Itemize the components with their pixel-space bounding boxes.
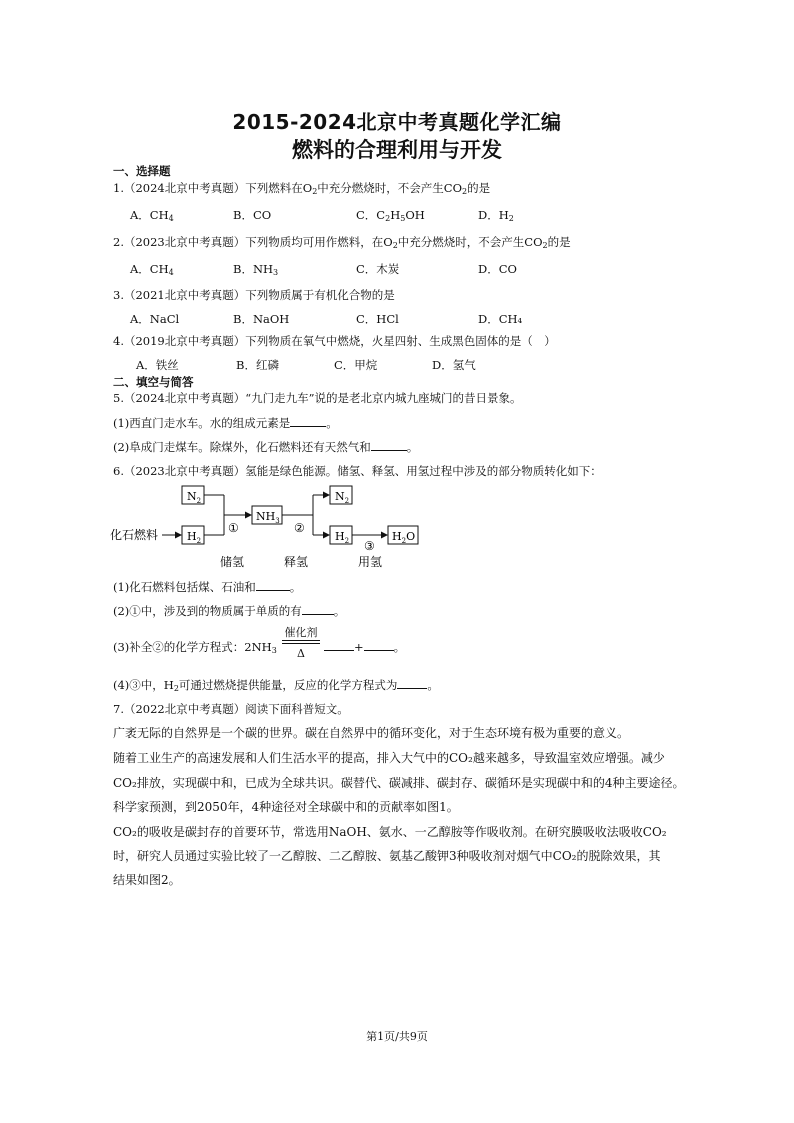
article-paragraph-3-line-3: 结果如图2。 xyxy=(113,873,181,887)
section-heading-choice: 一、选择题 xyxy=(113,164,171,178)
answer-blank[interactable] xyxy=(256,580,290,591)
question-2-option-b: B．$NH_3$ xyxy=(233,262,279,277)
question-6-part-4: (4)③中，$H_2$可通过燃烧提供能量，反应的化学方程式为 。 xyxy=(113,678,439,693)
catalyst-label: 催化剂 xyxy=(284,626,318,639)
document-subtitle: 燃料的合理利用与开发 xyxy=(292,138,502,162)
stage-label-use: 用氢 xyxy=(358,555,383,569)
page-number-footer: 第1页/共9页 xyxy=(366,1030,428,1043)
question-6-part-3-blanks: + 。 xyxy=(324,639,405,655)
stage-label-release: 释氢 xyxy=(284,555,309,569)
article-paragraph-2-line-2: CO₂排放，实现碳中和，已成为全球共识。碳替代、碳减排、碳封存、碳循环是实现碳中和的4种主要途径。 xyxy=(113,776,685,790)
answer-blank[interactable] xyxy=(290,416,326,427)
article-paragraph-3-line-1: CO₂的吸收是碳封存的首要环节，常选用NaOH、氨水、一乙醇胺等作吸收剂。在研究膜吸收法吸收CO₂ xyxy=(113,825,667,839)
answer-blank[interactable] xyxy=(302,604,334,615)
step-3-marker: ③ xyxy=(364,539,375,553)
reaction-equals-sign xyxy=(282,640,320,644)
svg-text:H2: $H_2$ xyxy=(335,530,350,545)
question-1-option-a: A．$CH_4$ xyxy=(130,208,174,223)
article-paragraph-2-line-3: 科学家预测，到2050年，4种途径对全球碳中和的贡献率如图1。 xyxy=(113,800,459,814)
question-5-stem: 5.（2024北京中考真题）“九门走九车”说的是老北京内城九座城门的昔日景象。 xyxy=(113,391,522,405)
question-3-option-b: B．NaOH xyxy=(233,312,290,326)
question-6-part-3: (3)补全②的化学方程式：$2NH_3$ xyxy=(113,640,277,655)
svg-text:H2: $H_2$ xyxy=(187,530,202,545)
svg-text:N2: $N_2$ xyxy=(335,490,350,505)
question-4-option-b: B．红磷 xyxy=(236,358,279,372)
question-5-part-1: (1)西直门走水车。水的组成元素是 。 xyxy=(113,416,338,430)
answer-blank[interactable] xyxy=(324,640,354,651)
question-2-option-d: D．CO xyxy=(478,262,517,276)
question-5-part-2: (2)阜成门走煤车。除煤外，化石燃料还有天然气和 。 xyxy=(113,440,419,454)
fossil-fuel-label: 化石燃料 xyxy=(110,528,159,542)
question-2-option-c: C．木炭 xyxy=(356,262,400,276)
question-3-option-d: D．CH₄ xyxy=(478,312,523,326)
section-heading-fill: 二、填空与简答 xyxy=(113,375,194,389)
step-2-marker: ② xyxy=(294,521,305,535)
question-3-option-a: A．NaCl xyxy=(130,312,180,326)
answer-blank[interactable] xyxy=(371,440,407,451)
answer-blank[interactable] xyxy=(397,678,427,689)
question-7-stem: 7.（2022北京中考真题）阅读下面科普短文。 xyxy=(113,702,349,716)
article-paragraph-1: 广袤无际的自然界是一个碳的世界。碳在自然界中的循环变化，对于生态环境有极为重要的意义。 xyxy=(113,726,630,740)
step-1-marker: ① xyxy=(228,521,239,535)
question-6-part-2: (2)①中，涉及到的物质属于单质的有 。 xyxy=(113,604,346,618)
svg-text:NH3: $NH_3$ xyxy=(256,510,280,525)
article-paragraph-2-line-1: 随着工业生产的高速发展和人们生活水平的提高，排入大气中的CO₂越来越多，导致温室效应增强。减少 xyxy=(113,751,665,765)
svg-text:H2O: $H_2O$ xyxy=(392,530,416,545)
svg-text:N2: $N_2$ xyxy=(187,490,202,505)
question-1-stem: 1.（2024北京中考真题）下列燃料在$O_2$中充分燃烧时，不会产生$CO_2$的是 xyxy=(113,181,491,196)
hydrogen-process-diagram xyxy=(108,480,438,572)
article-paragraph-3-line-2: 时，研究人员通过实验比较了一乙醇胺、二乙醇胺、氨基乙酸钾3种吸收剂对烟气中CO₂的脱除效果，其 xyxy=(113,849,661,863)
question-1-option-b: B．CO xyxy=(233,208,272,222)
question-3-stem: 3.（2021北京中考真题）下列物质属于有机化合物的是 xyxy=(113,288,395,302)
heat-symbol: Δ xyxy=(297,647,305,660)
question-6-part-1: (1)化石燃料包括煤、石油和 。 xyxy=(113,580,302,594)
document-title: 2015-2024北京中考真题化学汇编 xyxy=(232,110,562,134)
question-2-option-a: A．$CH_4$ xyxy=(130,262,174,277)
answer-blank[interactable] xyxy=(364,640,394,651)
question-4-option-d: D．氢气 xyxy=(432,358,476,372)
question-3-option-c: C．HCl xyxy=(356,312,399,326)
question-4-stem: 4.（2019北京中考真题）下列物质在氧气中燃烧，火星四射、生成黑色固体的是（ ） xyxy=(113,334,556,348)
question-6-stem: 6.（2023北京中考真题）氢能是绿色能源。储氢、释氢、用氢过程中涉及的部分物质转化如下： xyxy=(113,464,602,478)
stage-label-storage: 储氢 xyxy=(220,555,245,569)
question-4-option-a: A．铁丝 xyxy=(136,358,179,372)
question-1-option-c: C．$C_2H_5OH$ xyxy=(356,208,425,223)
question-1-option-d: D．$H_2$ xyxy=(478,208,514,223)
question-2-stem: 2.（2023北京中考真题）下列物质均可用作燃料，在$O_2$中充分燃烧时，不会产生$CO_2$的是 xyxy=(113,235,571,250)
question-4-option-c: C．甲烷 xyxy=(334,358,378,372)
